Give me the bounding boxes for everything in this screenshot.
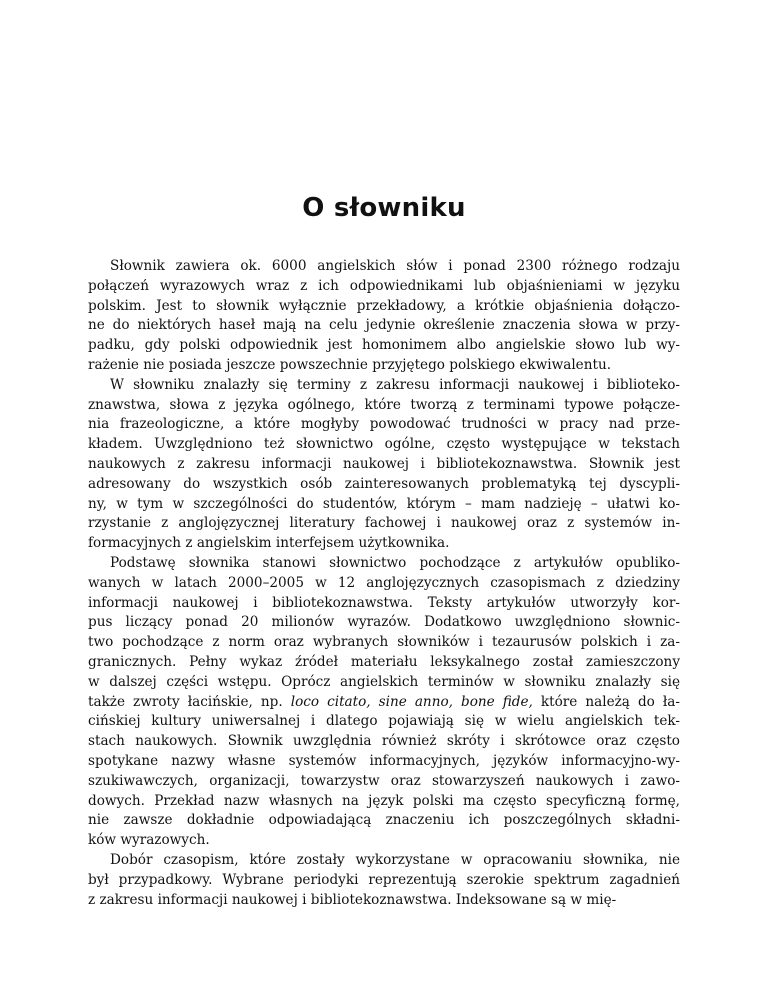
text-run: granicznych. Pełny wykaz źródeł materiału leksykalnego został zamieszczony [88,653,680,670]
text-run: padku, gdy polski odpowiednik jest homonimem albo angielskie słowo lub wy- [88,337,680,354]
text-run: rażenie nie posiada jeszcze powszechnie przyjętego polskiego ekwiwalentu. [88,356,612,373]
text-line [88,415,680,435]
text-line [88,297,680,317]
text-line [88,534,680,554]
text-line [88,693,680,713]
text-line [88,475,680,495]
text-run: połączeń wyrazowych wraz z ich odpowiednikami lub objaśnieniami w języku [88,277,680,294]
text-line [88,851,680,871]
text-line [88,435,680,455]
body-text [88,257,680,910]
text-run: wanych w latach 2000–2005 w 12 anglojęzycznych czasopismach z dziedziny [88,574,680,591]
text-run: nia frazeologiczne, a które mogłyby powodować trudności w pracy nad prze- [88,416,680,433]
text-line [88,871,680,891]
paragraph [88,257,680,376]
text-line [88,732,680,752]
text-line [88,772,680,792]
text-run: nie zawsze dokładnie odpowiadającą znaczeniu ich poszczególnych składni- [88,812,680,829]
text-line [88,594,680,614]
paragraph [88,376,680,554]
text-line [88,792,680,812]
paragraph [88,554,680,851]
text-run: cińskiej kultury uniwersalnej i dlatego pojawiają się w wielu angielskich tek- [88,713,680,730]
text-run: two pochodzące z norm oraz wybranych słowników i tezaurusów polskich i za- [88,634,680,651]
text-run: był przypadkowy. Wybrane periodyki reprezentują szerokie spektrum zagadnień [88,871,680,888]
text-run: formacyjnych z angielskim interfejsem użytkownika. [88,535,450,552]
text-run: ne do niektórych haseł mają na celu jedynie określenie znaczenia słowa w przy- [88,317,680,334]
text-line [88,316,680,336]
text-line [88,514,680,534]
text-run: spotykane nazwy własne systemów informacyjnych, języków informacyjno-wy- [88,752,680,769]
text-run: informacji naukowej i bibliotekoznawstwa. Teksty artykułów utworzyły kor- [88,594,680,611]
text-run: z zakresu informacji naukowej i bibliotekoznawstwa. Indeksowane są w mię- [88,891,617,908]
text-run: Słownik zawiera ok. 6000 angielskich słów i ponad 2300 różnego rodzaju [110,258,680,274]
text-line [88,257,680,277]
text-run: pus liczący ponad 20 milionów wyrazów. Dodatkowo uwzględniono słownic- [88,614,680,631]
text-line [88,455,680,475]
text-run: polskim. Jest to słownik wyłącznie przekładowy, a krótkie objaśnienia dołączo- [88,297,680,314]
text-run: kładem. Uwzględniono też słownictwo ogólne, często występujące w tekstach [88,436,680,453]
text-line [88,356,680,376]
text-line [88,653,680,673]
text-line [88,613,680,633]
text-line [88,376,680,396]
text-line [88,277,680,297]
text-line [88,495,680,515]
text-run: znawstwa, słowa z języka ogólnego, które tworzą z terminami typowe połącze- [88,396,680,413]
text-run: także zwroty łacińskie, np. [88,693,291,710]
text-line [88,673,680,693]
text-run: rzystanie z anglojęzycznej literatury fachowej i naukowej oraz z systemów in- [88,515,680,532]
text-run: szukiwawczych, organizacji, towarzystw oraz stowarzyszeń naukowych i zawo- [88,772,680,789]
latin-phrase: loco citato, sine anno, bone fide, [290,693,533,710]
text-line [88,712,680,732]
text-line [88,811,680,831]
text-line [88,633,680,653]
text-run: ny, w tym w szczególności do studentów, którym – mam nadzieję – ułatwi ko- [88,495,680,512]
text-line [88,396,680,416]
text-run: adresowany do wszystkich osób zainteresowanych problematyką tej dyscypli- [88,475,680,492]
text-line [88,574,680,594]
text-run: które należą do ła- [532,693,680,710]
text-line [88,831,680,851]
page-title: O słowniku [302,193,466,223]
text-run: stach naukowych. Słownik uwzględnia również skróty i skrótowce oraz często [88,733,680,750]
text-run: ków wyrazowych. [88,832,210,849]
text-run: dowych. Przekład nazw własnych na język polski ma często specyficzną formę, [88,792,680,809]
text-line [88,752,680,772]
text-run: W słowniku znalazły się terminy z zakresu informacji naukowej i biblioteko- [110,376,680,393]
text-line [88,554,680,574]
text-line [88,891,680,911]
text-run: Dobór czasopism, które zostały wykorzystane w opracowaniu słownika, nie [110,851,680,868]
text-run: naukowych z zakresu informacji naukowej i bibliotekoznawstwa. Słownik jest [88,455,680,472]
paragraph [88,851,680,910]
text-run: Podstawę słownika stanowi słownictwo pochodzące z artykułów opubliko- [110,554,680,571]
text-line [88,336,680,356]
text-run: w dalszej części wstępu. Oprócz angielskich terminów w słowniku znalazły się [88,673,680,690]
